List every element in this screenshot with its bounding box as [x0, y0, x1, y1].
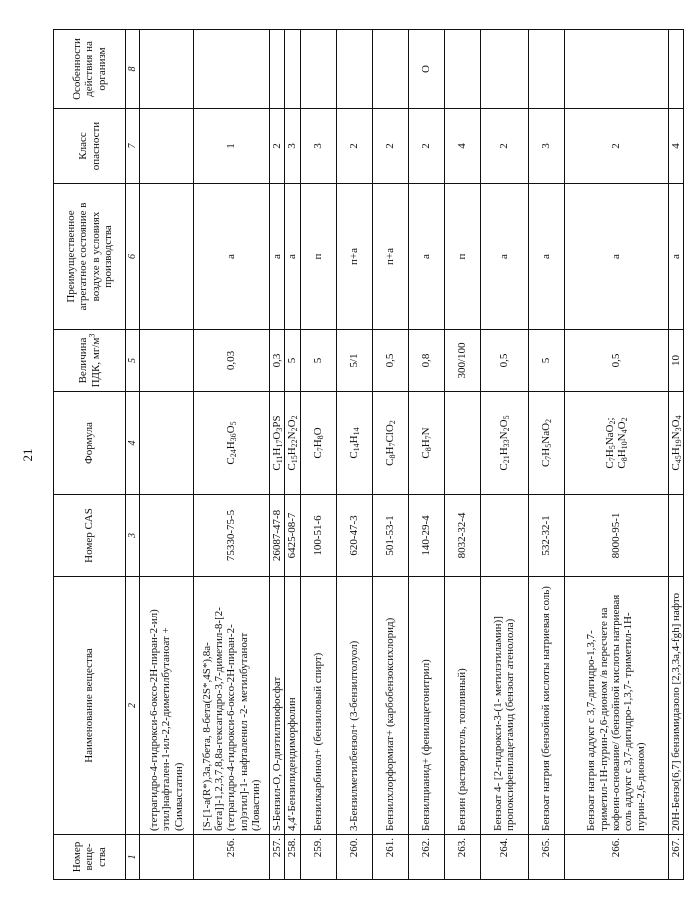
header-cas: Номер CAS — [54, 495, 126, 577]
row-class: 1 — [194, 109, 270, 184]
formula-subscript: 3 — [673, 427, 683, 432]
row-formula: $C_{21}H_{33}N_2O_5$ — [480, 392, 528, 495]
row-formula — [444, 392, 480, 495]
row-num: 259. — [300, 835, 336, 880]
row-effects — [668, 30, 683, 109]
formula-subscript: 8 — [387, 454, 397, 459]
row-state: п — [300, 184, 336, 330]
row-name: Бензилхлорформиат+ (карбобензоксихлорид) — [372, 577, 408, 835]
continuation-num — [140, 835, 194, 880]
row-cas: 8000-95-1 — [564, 495, 668, 577]
table-row — [564, 30, 668, 880]
row-pdk: 0,3 — [270, 330, 285, 392]
formula-subscript: 10 — [620, 441, 630, 450]
continuation-name: (тетрагидро-4-гидрокси-6-оксо-2H-пиран-2-ил) этил]нафтален-1-ил-2,2-диметилбутаноат + (Симвастатин) — [140, 577, 194, 835]
row-class: 2 — [480, 109, 528, 184]
continuation-state — [140, 184, 194, 330]
formula-subscript: 15 — [290, 455, 300, 464]
formula-subscript: 14 — [351, 427, 361, 436]
row-num: 256. — [194, 835, 270, 880]
row-formula: $C_7H_8O$ — [300, 392, 336, 495]
row-state: а — [194, 184, 270, 330]
header-name: Наименование вещества — [54, 577, 126, 835]
formula-subscript: 2 — [290, 427, 300, 432]
table-row — [668, 30, 683, 880]
continuation-class — [140, 109, 194, 184]
row-cas: 140-29-4 — [408, 495, 444, 577]
row-pdk: 0,8 — [408, 330, 444, 392]
row-name: 4,4'-Бензилидендиморфолин — [285, 577, 300, 835]
row-state: п+а — [372, 184, 408, 330]
row-state: а — [270, 184, 285, 330]
row-class: 2 — [270, 109, 285, 184]
row-class: 3 — [285, 109, 300, 184]
row-effects — [270, 30, 285, 109]
row-cas: 532-32-1 — [528, 495, 564, 577]
formula-subscript: 2 — [501, 427, 511, 432]
row-pdk: 5 — [285, 330, 300, 392]
row-name: Бензилцианид+ (фенилацетонитрил) — [408, 577, 444, 835]
header-pdk — [54, 330, 126, 392]
row-cas: 620-47-3 — [336, 495, 372, 577]
continuation-row — [140, 30, 194, 880]
formula-subscript: 19 — [673, 439, 683, 448]
row-cas: 26087-47-8 — [270, 495, 285, 577]
row-state: а — [564, 184, 668, 330]
row-cas: 8032-32-4 — [444, 495, 480, 577]
formula-line: $C_7H_5NaO_2$; — [603, 417, 617, 469]
row-pdk: 10 — [668, 330, 683, 392]
row-state: а — [285, 184, 300, 330]
formula-subscript: 5 — [543, 443, 553, 448]
row-pdk: 0,5 — [564, 330, 668, 392]
row-effects — [372, 30, 408, 109]
row-num: 264. — [480, 835, 528, 880]
row-effects — [336, 30, 372, 109]
row-class: 4 — [668, 109, 683, 184]
row-formula: $C_7H_5NaO_2$ — [528, 392, 564, 495]
column-index-row — [126, 30, 140, 880]
continuation-formula — [140, 392, 194, 495]
formula-subscript: 5 — [229, 421, 239, 426]
table-row — [270, 30, 285, 880]
header-pdk-sup: 3 — [86, 333, 96, 338]
formula-subscript: 2 — [620, 417, 630, 422]
row-pdk: 5 — [528, 330, 564, 392]
row-cas: 100-51-6 — [300, 495, 336, 577]
row-pdk: 0,5 — [372, 330, 408, 392]
row-state: п+а — [336, 184, 372, 330]
row-state: а — [480, 184, 528, 330]
formula-subscript: 45 — [673, 455, 683, 464]
formula-subscript: 4 — [620, 429, 630, 434]
header-row — [54, 30, 126, 880]
header-pdk-text: Величина ПДК, мг/м — [77, 337, 102, 388]
header-formula: Формула — [54, 392, 126, 495]
table-row — [480, 30, 528, 880]
row-name: Бензилкарбинол+ (бензиловый спирт) — [300, 577, 336, 835]
row-effects — [444, 30, 480, 109]
col-index: 2 — [126, 577, 140, 835]
row-name: 20H-Бензо[6,7] бензимидазоло [2,3,3a,4-fgh] нафто — [668, 577, 683, 835]
row-class: 2 — [564, 109, 668, 184]
row-effects — [194, 30, 270, 109]
row-cas — [668, 495, 683, 577]
row-effects — [300, 30, 336, 109]
col-index: 8 — [126, 30, 140, 109]
table-row — [300, 30, 336, 880]
row-cas: 75330-75-5 — [194, 495, 270, 577]
rotated-table-container — [53, 30, 683, 880]
row-effects — [285, 30, 300, 109]
col-index: 5 — [126, 330, 140, 392]
row-name: S-Бензил-О, О-диэтилтиофосфат — [270, 577, 285, 835]
continuation-pdk — [140, 330, 194, 392]
row-pdk: 0,5 — [480, 330, 528, 392]
row-effects: О — [408, 30, 444, 109]
row-num: 267. — [668, 835, 683, 880]
formula-subscript: 14 — [351, 443, 361, 452]
row-pdk: 0,03 — [194, 330, 270, 392]
row-class: 2 — [336, 109, 372, 184]
row-formula: $C_8H_7ClO_2$ — [372, 392, 408, 495]
formula-subscript: 21 — [501, 455, 511, 464]
table-row — [194, 30, 270, 880]
row-cas — [480, 495, 528, 577]
formula-subscript: 7 — [423, 435, 433, 440]
row-name: Бензоат натрия аддукт с 3,7-дигидро-1,3,7- триметил-1H-пурин-2,6-дионом /в пересчете на кофеин-основание/ (бензойной кислоты натриевая соль аддукт с 3,7-дигидро-1,3,7- триметил-1H-пурин-2,6-дионом) — [564, 577, 668, 835]
formula-subscript: 5 — [501, 415, 511, 420]
formula-subscript: 17 — [275, 439, 284, 448]
continuation-effects — [140, 30, 194, 109]
row-class: 3 — [528, 109, 564, 184]
row-class: 2 — [372, 109, 408, 184]
row-state: а — [668, 184, 683, 330]
row-name: Бензоат 4- [2-гидрокси-3-(1- метилэтиламин)] пропоксифенилацетамид (бензоат атенолола) — [480, 577, 528, 835]
table-row — [285, 30, 300, 880]
row-num: 258. — [285, 835, 300, 880]
formula-subscript: 7 — [315, 447, 325, 452]
row-class: 2 — [408, 109, 444, 184]
col-index: 1 — [126, 835, 140, 880]
row-pdk: 5 — [300, 330, 336, 392]
table-row — [408, 30, 444, 880]
row-formula — [564, 392, 668, 495]
row-state: а — [408, 184, 444, 330]
row-class: 4 — [444, 109, 480, 184]
row-name: 3-Бензилметилбензол+ (3-бензилтолуол) — [336, 577, 372, 835]
formula-subscript: 8 — [315, 435, 325, 440]
formula-subscript: 5 — [607, 445, 617, 450]
formula-subscript: 2 — [543, 418, 553, 423]
row-state: а — [528, 184, 564, 330]
row-formula: $C_8H_7N$ — [408, 392, 444, 495]
header-state: Преимущественное агрегатное состояние в воздухе в условиях производства — [54, 184, 126, 330]
row-formula: $C_{45}H_{19}N_3O_4$ — [668, 392, 683, 495]
formula-subscript: 4 — [673, 415, 683, 420]
row-state: п — [444, 184, 480, 330]
col-index: 4 — [126, 392, 140, 495]
formula-subscript: 3 — [275, 427, 284, 432]
table-row — [528, 30, 564, 880]
header-class: Класс опасности — [54, 109, 126, 184]
row-num: 260. — [336, 835, 372, 880]
hazard-substances-table — [53, 29, 684, 880]
formula-subscript: 8 — [423, 447, 433, 452]
row-num: 257. — [270, 835, 285, 880]
continuation-cas — [140, 495, 194, 577]
row-num: 263. — [444, 835, 480, 880]
row-formula: $C_{15}H_{22}N_2O_2$ — [285, 392, 300, 495]
row-cas: 501-53-1 — [372, 495, 408, 577]
page-number: 21 — [20, 448, 35, 462]
row-num: 265. — [528, 835, 564, 880]
row-formula: $C_{14}H_{14}$ — [336, 392, 372, 495]
row-num: 261. — [372, 835, 408, 880]
row-name: Бензин (растворитель, топливный) — [444, 577, 480, 835]
row-pdk: 300/100 — [444, 330, 480, 392]
col-index: 3 — [126, 495, 140, 577]
table-row — [372, 30, 408, 880]
row-num: 266. — [564, 835, 668, 880]
row-class: 3 — [300, 109, 336, 184]
row-name: [S-[1-a(R*),3a,7бета, 8-бета(2S*,4S*),8a-бета]]-1,2,3,7,8,8a-гексагидро-3,7-диметил-8-[2-(тетрагидро-4-гидрокси-6-оксо-2H-пиран-2-ил)этил]-1- нафталенил -2- метилбутаноат (Ловастин) — [194, 577, 270, 835]
row-effects — [528, 30, 564, 109]
table-body — [140, 30, 684, 880]
row-cas: 6425-08-7 — [285, 495, 300, 577]
row-formula: $C_{24}H_{36}O_5$ — [194, 392, 270, 495]
header-num: Номер веще-ства — [54, 835, 126, 880]
formula-subscript: 36 — [229, 433, 239, 442]
row-effects — [564, 30, 668, 109]
formula-subscript: 7 — [607, 457, 617, 462]
col-index: 6 — [126, 184, 140, 330]
formula-subscript: 24 — [229, 449, 239, 458]
table-row — [336, 30, 372, 880]
row-effects — [480, 30, 528, 109]
formula-subscript: 2 — [387, 420, 397, 425]
formula-line: $C_8H_{10}N_4O_2$ — [616, 417, 630, 469]
formula-subscript: 8 — [620, 457, 630, 462]
formula-subscript: 7 — [387, 442, 397, 447]
row-num: 262. — [408, 835, 444, 880]
row-pdk: 5/1 — [336, 330, 372, 392]
formula-subscript: 7 — [543, 455, 553, 460]
formula-subscript: 33 — [501, 439, 511, 448]
formula-subscript: 2 — [607, 420, 617, 425]
table-row — [444, 30, 480, 880]
row-formula: $C_{11}H_{17}O_3PS$ — [270, 392, 285, 495]
col-index: 7 — [126, 109, 140, 184]
row-name: Бензоат натрия (бензойной кислоты натриевая соль) — [528, 577, 564, 835]
formula-subscript: 22 — [290, 439, 300, 448]
formula-subscript: 11 — [275, 455, 284, 464]
formula-subscript: 2 — [290, 415, 300, 420]
header-effects: Особенности действия на организм — [54, 30, 126, 109]
